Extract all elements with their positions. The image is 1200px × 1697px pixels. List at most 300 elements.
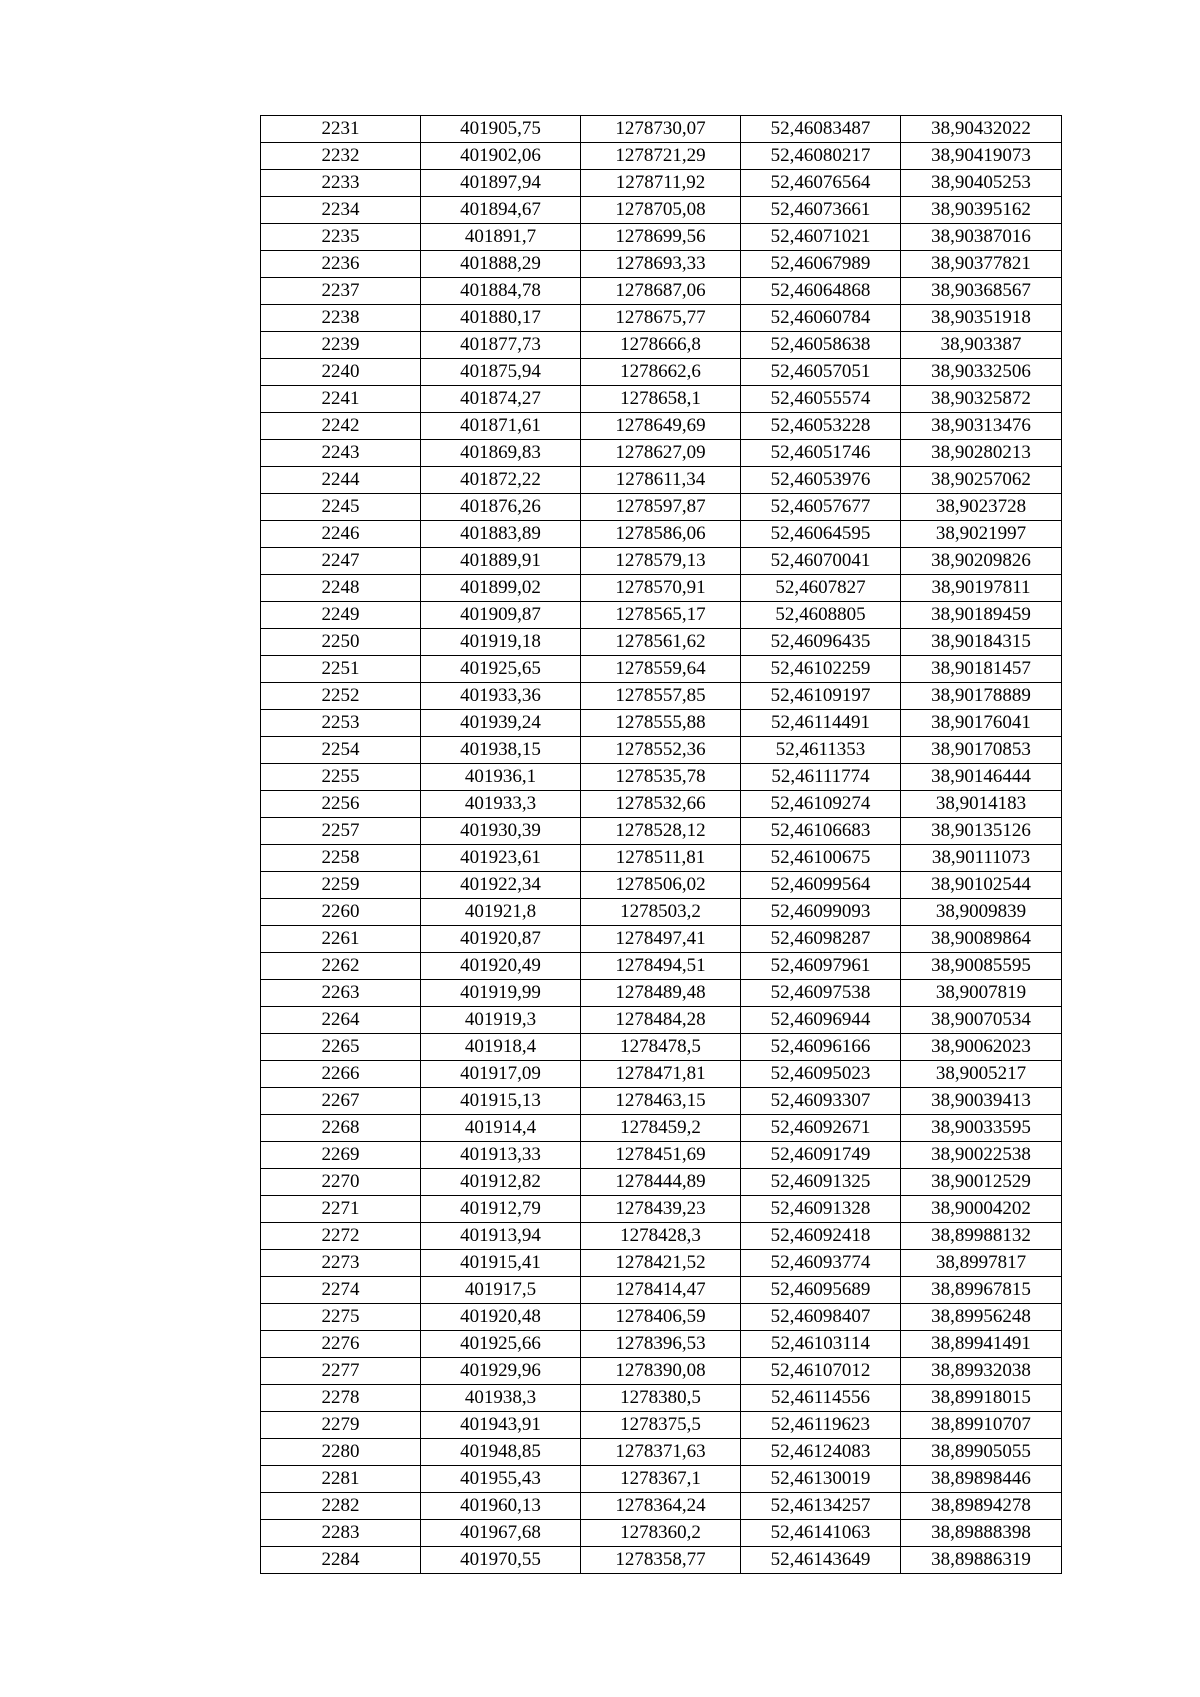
latitude-cell: 52,46099093 <box>741 899 901 926</box>
latitude-cell: 52,4608805 <box>741 602 901 629</box>
point-number-cell: 2243 <box>261 440 421 467</box>
table-row <box>261 1493 1062 1520</box>
latitude-cell: 52,46057677 <box>741 494 901 521</box>
table-row <box>261 170 1062 197</box>
latitude-cell: 52,46051746 <box>741 440 901 467</box>
y-coordinate-cell: 1278552,36 <box>581 737 741 764</box>
x-coordinate-cell: 401909,87 <box>421 602 581 629</box>
y-coordinate-cell: 1278687,06 <box>581 278 741 305</box>
y-coordinate-cell: 1278597,87 <box>581 494 741 521</box>
latitude-cell: 52,46114556 <box>741 1385 901 1412</box>
table-row <box>261 494 1062 521</box>
y-coordinate-cell: 1278494,51 <box>581 953 741 980</box>
y-coordinate-cell: 1278711,92 <box>581 170 741 197</box>
y-coordinate-cell: 1278627,09 <box>581 440 741 467</box>
table-row <box>261 656 1062 683</box>
latitude-cell: 52,46111774 <box>741 764 901 791</box>
point-number-cell: 2272 <box>261 1223 421 1250</box>
table-row <box>261 1034 1062 1061</box>
x-coordinate-cell: 401925,66 <box>421 1331 581 1358</box>
latitude-cell: 52,46091328 <box>741 1196 901 1223</box>
table-row <box>261 305 1062 332</box>
longitude-cell: 38,90012529 <box>901 1169 1062 1196</box>
y-coordinate-cell: 1278444,89 <box>581 1169 741 1196</box>
point-number-cell: 2231 <box>261 116 421 143</box>
longitude-cell: 38,90022538 <box>901 1142 1062 1169</box>
longitude-cell: 38,90405253 <box>901 170 1062 197</box>
table-row <box>261 1223 1062 1250</box>
x-coordinate-cell: 401917,5 <box>421 1277 581 1304</box>
point-number-cell: 2245 <box>261 494 421 521</box>
longitude-cell: 38,89941491 <box>901 1331 1062 1358</box>
x-coordinate-cell: 401888,29 <box>421 251 581 278</box>
longitude-cell: 38,9005217 <box>901 1061 1062 1088</box>
table-row <box>261 1169 1062 1196</box>
y-coordinate-cell: 1278693,33 <box>581 251 741 278</box>
point-number-cell: 2264 <box>261 1007 421 1034</box>
point-number-cell: 2237 <box>261 278 421 305</box>
table-row <box>261 1250 1062 1277</box>
longitude-cell: 38,90351918 <box>901 305 1062 332</box>
latitude-cell: 52,46119623 <box>741 1412 901 1439</box>
point-number-cell: 2258 <box>261 845 421 872</box>
longitude-cell: 38,90332506 <box>901 359 1062 386</box>
latitude-cell: 52,4607827 <box>741 575 901 602</box>
point-number-cell: 2234 <box>261 197 421 224</box>
x-coordinate-cell: 401939,24 <box>421 710 581 737</box>
table-row <box>261 926 1062 953</box>
y-coordinate-cell: 1278439,23 <box>581 1196 741 1223</box>
longitude-cell: 38,89894278 <box>901 1493 1062 1520</box>
latitude-cell: 52,46053228 <box>741 413 901 440</box>
longitude-cell: 38,90189459 <box>901 602 1062 629</box>
latitude-cell: 52,46109274 <box>741 791 901 818</box>
latitude-cell: 52,46073661 <box>741 197 901 224</box>
x-coordinate-cell: 401891,7 <box>421 224 581 251</box>
x-coordinate-cell: 401874,27 <box>421 386 581 413</box>
table-row <box>261 899 1062 926</box>
latitude-cell: 52,4611353 <box>741 737 901 764</box>
latitude-cell: 52,46092671 <box>741 1115 901 1142</box>
longitude-cell: 38,89898446 <box>901 1466 1062 1493</box>
longitude-cell: 38,89905055 <box>901 1439 1062 1466</box>
y-coordinate-cell: 1278730,07 <box>581 116 741 143</box>
x-coordinate-cell: 401918,4 <box>421 1034 581 1061</box>
point-number-cell: 2283 <box>261 1520 421 1547</box>
x-coordinate-cell: 401899,02 <box>421 575 581 602</box>
latitude-cell: 52,46095689 <box>741 1277 901 1304</box>
point-number-cell: 2232 <box>261 143 421 170</box>
table-row <box>261 953 1062 980</box>
x-coordinate-cell: 401948,85 <box>421 1439 581 1466</box>
x-coordinate-cell: 401877,73 <box>421 332 581 359</box>
point-number-cell: 2280 <box>261 1439 421 1466</box>
coordinates-table-body <box>261 116 1062 1574</box>
point-number-cell: 2273 <box>261 1250 421 1277</box>
table-row <box>261 1142 1062 1169</box>
table-row <box>261 251 1062 278</box>
longitude-cell: 38,90111073 <box>901 845 1062 872</box>
point-number-cell: 2268 <box>261 1115 421 1142</box>
y-coordinate-cell: 1278532,66 <box>581 791 741 818</box>
y-coordinate-cell: 1278705,08 <box>581 197 741 224</box>
y-coordinate-cell: 1278380,5 <box>581 1385 741 1412</box>
y-coordinate-cell: 1278662,6 <box>581 359 741 386</box>
y-coordinate-cell: 1278367,1 <box>581 1466 741 1493</box>
table-row <box>261 1061 1062 1088</box>
point-number-cell: 2284 <box>261 1547 421 1574</box>
x-coordinate-cell: 401936,1 <box>421 764 581 791</box>
y-coordinate-cell: 1278406,59 <box>581 1304 741 1331</box>
table-row <box>261 1466 1062 1493</box>
longitude-cell: 38,90325872 <box>901 386 1062 413</box>
latitude-cell: 52,46092418 <box>741 1223 901 1250</box>
y-coordinate-cell: 1278579,13 <box>581 548 741 575</box>
x-coordinate-cell: 401889,91 <box>421 548 581 575</box>
table-row <box>261 1331 1062 1358</box>
latitude-cell: 52,46057051 <box>741 359 901 386</box>
table-row <box>261 440 1062 467</box>
y-coordinate-cell: 1278360,2 <box>581 1520 741 1547</box>
point-number-cell: 2263 <box>261 980 421 1007</box>
y-coordinate-cell: 1278559,64 <box>581 656 741 683</box>
latitude-cell: 52,46098287 <box>741 926 901 953</box>
table-row <box>261 1304 1062 1331</box>
table-row <box>261 1520 1062 1547</box>
x-coordinate-cell: 401914,4 <box>421 1115 581 1142</box>
y-coordinate-cell: 1278390,08 <box>581 1358 741 1385</box>
longitude-cell: 38,90257062 <box>901 467 1062 494</box>
table-row <box>261 845 1062 872</box>
longitude-cell: 38,89888398 <box>901 1520 1062 1547</box>
latitude-cell: 52,46055574 <box>741 386 901 413</box>
point-number-cell: 2246 <box>261 521 421 548</box>
x-coordinate-cell: 401970,55 <box>421 1547 581 1574</box>
x-coordinate-cell: 401921,8 <box>421 899 581 926</box>
table-row <box>261 1277 1062 1304</box>
latitude-cell: 52,46096166 <box>741 1034 901 1061</box>
x-coordinate-cell: 401967,68 <box>421 1520 581 1547</box>
point-number-cell: 2277 <box>261 1358 421 1385</box>
x-coordinate-cell: 401920,49 <box>421 953 581 980</box>
y-coordinate-cell: 1278557,85 <box>581 683 741 710</box>
table-row <box>261 359 1062 386</box>
latitude-cell: 52,46080217 <box>741 143 901 170</box>
x-coordinate-cell: 401915,41 <box>421 1250 581 1277</box>
point-number-cell: 2251 <box>261 656 421 683</box>
table-row <box>261 1007 1062 1034</box>
table-row <box>261 1196 1062 1223</box>
y-coordinate-cell: 1278570,91 <box>581 575 741 602</box>
longitude-cell: 38,9014183 <box>901 791 1062 818</box>
x-coordinate-cell: 401880,17 <box>421 305 581 332</box>
longitude-cell: 38,90102544 <box>901 872 1062 899</box>
latitude-cell: 52,46053976 <box>741 467 901 494</box>
longitude-cell: 38,90062023 <box>901 1034 1062 1061</box>
point-number-cell: 2282 <box>261 1493 421 1520</box>
longitude-cell: 38,903387 <box>901 332 1062 359</box>
y-coordinate-cell: 1278511,81 <box>581 845 741 872</box>
longitude-cell: 38,90176041 <box>901 710 1062 737</box>
longitude-cell: 38,90313476 <box>901 413 1062 440</box>
x-coordinate-cell: 401943,91 <box>421 1412 581 1439</box>
latitude-cell: 52,46064595 <box>741 521 901 548</box>
point-number-cell: 2239 <box>261 332 421 359</box>
point-number-cell: 2235 <box>261 224 421 251</box>
point-number-cell: 2255 <box>261 764 421 791</box>
table-row <box>261 386 1062 413</box>
x-coordinate-cell: 401925,65 <box>421 656 581 683</box>
longitude-cell: 38,9021997 <box>901 521 1062 548</box>
latitude-cell: 52,46093774 <box>741 1250 901 1277</box>
table-row <box>261 980 1062 1007</box>
table-row <box>261 764 1062 791</box>
y-coordinate-cell: 1278658,1 <box>581 386 741 413</box>
latitude-cell: 52,46098407 <box>741 1304 901 1331</box>
x-coordinate-cell: 401869,83 <box>421 440 581 467</box>
y-coordinate-cell: 1278428,3 <box>581 1223 741 1250</box>
latitude-cell: 52,46130019 <box>741 1466 901 1493</box>
y-coordinate-cell: 1278414,47 <box>581 1277 741 1304</box>
longitude-cell: 38,90368567 <box>901 278 1062 305</box>
y-coordinate-cell: 1278555,88 <box>581 710 741 737</box>
x-coordinate-cell: 401933,36 <box>421 683 581 710</box>
point-number-cell: 2259 <box>261 872 421 899</box>
y-coordinate-cell: 1278471,81 <box>581 1061 741 1088</box>
longitude-cell: 38,90395162 <box>901 197 1062 224</box>
y-coordinate-cell: 1278364,24 <box>581 1493 741 1520</box>
point-number-cell: 2262 <box>261 953 421 980</box>
x-coordinate-cell: 401955,43 <box>421 1466 581 1493</box>
point-number-cell: 2252 <box>261 683 421 710</box>
x-coordinate-cell: 401933,3 <box>421 791 581 818</box>
latitude-cell: 52,46141063 <box>741 1520 901 1547</box>
longitude-cell: 38,90178889 <box>901 683 1062 710</box>
longitude-cell: 38,90280213 <box>901 440 1062 467</box>
y-coordinate-cell: 1278421,52 <box>581 1250 741 1277</box>
latitude-cell: 52,46097961 <box>741 953 901 980</box>
y-coordinate-cell: 1278371,63 <box>581 1439 741 1466</box>
x-coordinate-cell: 401919,99 <box>421 980 581 1007</box>
x-coordinate-cell: 401884,78 <box>421 278 581 305</box>
x-coordinate-cell: 401919,3 <box>421 1007 581 1034</box>
longitude-cell: 38,89988132 <box>901 1223 1062 1250</box>
point-number-cell: 2278 <box>261 1385 421 1412</box>
y-coordinate-cell: 1278497,41 <box>581 926 741 953</box>
latitude-cell: 52,46143649 <box>741 1547 901 1574</box>
table-row <box>261 1439 1062 1466</box>
longitude-cell: 38,90181457 <box>901 656 1062 683</box>
point-number-cell: 2279 <box>261 1412 421 1439</box>
longitude-cell: 38,90039413 <box>901 1088 1062 1115</box>
table-row <box>261 818 1062 845</box>
longitude-cell: 38,9007819 <box>901 980 1062 1007</box>
y-coordinate-cell: 1278506,02 <box>581 872 741 899</box>
x-coordinate-cell: 401902,06 <box>421 143 581 170</box>
table-row <box>261 1358 1062 1385</box>
latitude-cell: 52,46097538 <box>741 980 901 1007</box>
x-coordinate-cell: 401897,94 <box>421 170 581 197</box>
longitude-cell: 38,90085595 <box>901 953 1062 980</box>
y-coordinate-cell: 1278649,69 <box>581 413 741 440</box>
point-number-cell: 2269 <box>261 1142 421 1169</box>
x-coordinate-cell: 401905,75 <box>421 116 581 143</box>
longitude-cell: 38,90089864 <box>901 926 1062 953</box>
x-coordinate-cell: 401871,61 <box>421 413 581 440</box>
x-coordinate-cell: 401876,26 <box>421 494 581 521</box>
table-row <box>261 413 1062 440</box>
longitude-cell: 38,9009839 <box>901 899 1062 926</box>
table-row <box>261 710 1062 737</box>
y-coordinate-cell: 1278459,2 <box>581 1115 741 1142</box>
longitude-cell: 38,89967815 <box>901 1277 1062 1304</box>
latitude-cell: 52,46109197 <box>741 683 901 710</box>
latitude-cell: 52,46093307 <box>741 1088 901 1115</box>
latitude-cell: 52,46064868 <box>741 278 901 305</box>
x-coordinate-cell: 401930,39 <box>421 818 581 845</box>
y-coordinate-cell: 1278463,15 <box>581 1088 741 1115</box>
x-coordinate-cell: 401923,61 <box>421 845 581 872</box>
point-number-cell: 2240 <box>261 359 421 386</box>
x-coordinate-cell: 401915,13 <box>421 1088 581 1115</box>
longitude-cell: 38,90377821 <box>901 251 1062 278</box>
point-number-cell: 2271 <box>261 1196 421 1223</box>
point-number-cell: 2266 <box>261 1061 421 1088</box>
table-row <box>261 737 1062 764</box>
x-coordinate-cell: 401938,3 <box>421 1385 581 1412</box>
point-number-cell: 2256 <box>261 791 421 818</box>
latitude-cell: 52,46071021 <box>741 224 901 251</box>
latitude-cell: 52,46124083 <box>741 1439 901 1466</box>
latitude-cell: 52,46106683 <box>741 818 901 845</box>
x-coordinate-cell: 401912,82 <box>421 1169 581 1196</box>
table-row <box>261 602 1062 629</box>
longitude-cell: 38,90184315 <box>901 629 1062 656</box>
x-coordinate-cell: 401913,94 <box>421 1223 581 1250</box>
table-row <box>261 1385 1062 1412</box>
latitude-cell: 52,46091749 <box>741 1142 901 1169</box>
x-coordinate-cell: 401894,67 <box>421 197 581 224</box>
longitude-cell: 38,90033595 <box>901 1115 1062 1142</box>
latitude-cell: 52,46134257 <box>741 1493 901 1520</box>
table-row <box>261 629 1062 656</box>
table-row <box>261 872 1062 899</box>
latitude-cell: 52,46114491 <box>741 710 901 737</box>
y-coordinate-cell: 1278699,56 <box>581 224 741 251</box>
latitude-cell: 52,46070041 <box>741 548 901 575</box>
y-coordinate-cell: 1278396,53 <box>581 1331 741 1358</box>
y-coordinate-cell: 1278586,06 <box>581 521 741 548</box>
table-row <box>261 791 1062 818</box>
x-coordinate-cell: 401875,94 <box>421 359 581 386</box>
latitude-cell: 52,46096435 <box>741 629 901 656</box>
point-number-cell: 2257 <box>261 818 421 845</box>
coordinates-table <box>260 115 1062 1574</box>
latitude-cell: 52,46100675 <box>741 845 901 872</box>
x-coordinate-cell: 401938,15 <box>421 737 581 764</box>
point-number-cell: 2274 <box>261 1277 421 1304</box>
point-number-cell: 2260 <box>261 899 421 926</box>
longitude-cell: 38,90170853 <box>901 737 1062 764</box>
point-number-cell: 2236 <box>261 251 421 278</box>
latitude-cell: 52,46067989 <box>741 251 901 278</box>
longitude-cell: 38,90004202 <box>901 1196 1062 1223</box>
x-coordinate-cell: 401919,18 <box>421 629 581 656</box>
longitude-cell: 38,90135126 <box>901 818 1062 845</box>
latitude-cell: 52,46099564 <box>741 872 901 899</box>
table-row <box>261 332 1062 359</box>
point-number-cell: 2253 <box>261 710 421 737</box>
latitude-cell: 52,46076564 <box>741 170 901 197</box>
point-number-cell: 2275 <box>261 1304 421 1331</box>
longitude-cell: 38,89956248 <box>901 1304 1062 1331</box>
table-row <box>261 1088 1062 1115</box>
point-number-cell: 2267 <box>261 1088 421 1115</box>
longitude-cell: 38,90387016 <box>901 224 1062 251</box>
longitude-cell: 38,8997817 <box>901 1250 1062 1277</box>
table-row <box>261 1115 1062 1142</box>
y-coordinate-cell: 1278535,78 <box>581 764 741 791</box>
point-number-cell: 2238 <box>261 305 421 332</box>
y-coordinate-cell: 1278451,69 <box>581 1142 741 1169</box>
point-number-cell: 2254 <box>261 737 421 764</box>
table-row <box>261 1547 1062 1574</box>
longitude-cell: 38,89910707 <box>901 1412 1062 1439</box>
x-coordinate-cell: 401922,34 <box>421 872 581 899</box>
y-coordinate-cell: 1278675,77 <box>581 305 741 332</box>
y-coordinate-cell: 1278489,48 <box>581 980 741 1007</box>
point-number-cell: 2248 <box>261 575 421 602</box>
longitude-cell: 38,9023728 <box>901 494 1062 521</box>
latitude-cell: 52,46102259 <box>741 656 901 683</box>
y-coordinate-cell: 1278484,28 <box>581 1007 741 1034</box>
table-row <box>261 683 1062 710</box>
y-coordinate-cell: 1278721,29 <box>581 143 741 170</box>
table-row <box>261 224 1062 251</box>
table-row <box>261 1412 1062 1439</box>
y-coordinate-cell: 1278611,34 <box>581 467 741 494</box>
x-coordinate-cell: 401872,22 <box>421 467 581 494</box>
y-coordinate-cell: 1278503,2 <box>581 899 741 926</box>
x-coordinate-cell: 401920,48 <box>421 1304 581 1331</box>
y-coordinate-cell: 1278561,62 <box>581 629 741 656</box>
table-row <box>261 548 1062 575</box>
table-row <box>261 521 1062 548</box>
point-number-cell: 2242 <box>261 413 421 440</box>
longitude-cell: 38,90197811 <box>901 575 1062 602</box>
x-coordinate-cell: 401920,87 <box>421 926 581 953</box>
y-coordinate-cell: 1278358,77 <box>581 1547 741 1574</box>
latitude-cell: 52,46091325 <box>741 1169 901 1196</box>
latitude-cell: 52,46096944 <box>741 1007 901 1034</box>
table-row <box>261 116 1062 143</box>
y-coordinate-cell: 1278666,8 <box>581 332 741 359</box>
x-coordinate-cell: 401929,96 <box>421 1358 581 1385</box>
latitude-cell: 52,46103114 <box>741 1331 901 1358</box>
x-coordinate-cell: 401913,33 <box>421 1142 581 1169</box>
point-number-cell: 2244 <box>261 467 421 494</box>
x-coordinate-cell: 401883,89 <box>421 521 581 548</box>
point-number-cell: 2276 <box>261 1331 421 1358</box>
point-number-cell: 2265 <box>261 1034 421 1061</box>
table-row <box>261 143 1062 170</box>
x-coordinate-cell: 401912,79 <box>421 1196 581 1223</box>
point-number-cell: 2261 <box>261 926 421 953</box>
table-row <box>261 575 1062 602</box>
latitude-cell: 52,46060784 <box>741 305 901 332</box>
longitude-cell: 38,90209826 <box>901 548 1062 575</box>
table-row <box>261 197 1062 224</box>
